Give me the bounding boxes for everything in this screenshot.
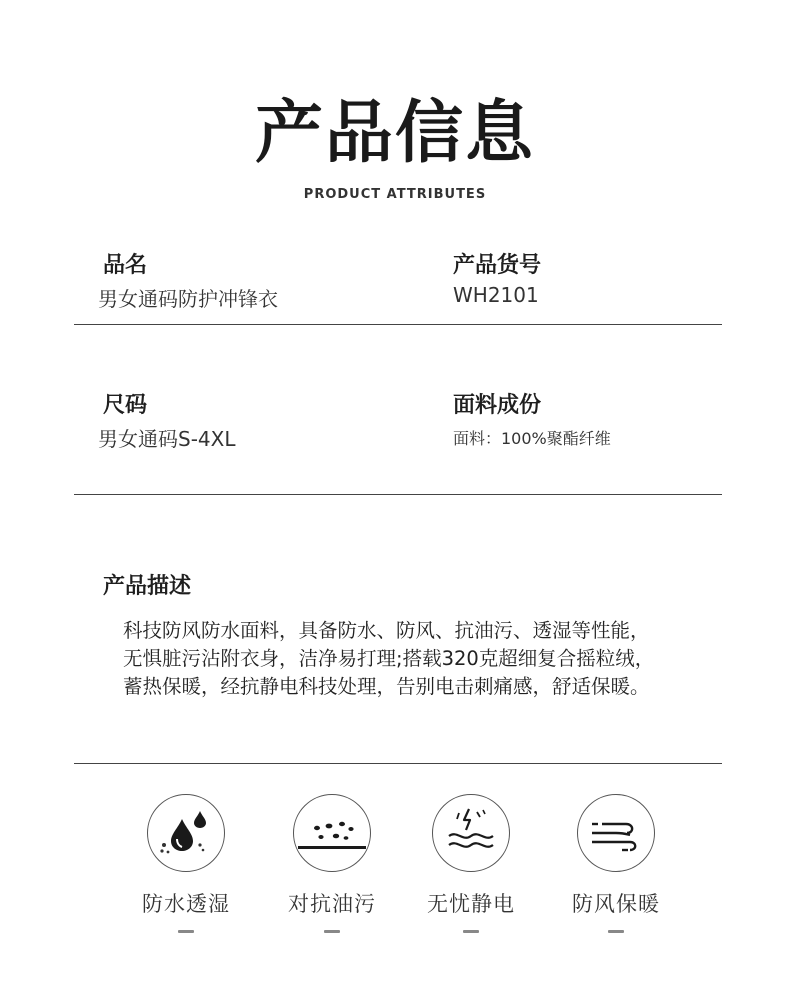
- description-text: [123, 617, 723, 701]
- dash-marker: [178, 930, 194, 933]
- size-label: 尺码: [103, 393, 148, 418]
- feature-label: 防水透湿: [142, 892, 230, 916]
- description-line: 蓄热保暖，经抗静电科技处理，告别电击刺痛感，舒适保暖。: [123, 675, 650, 698]
- description-title: 产品描述: [103, 574, 192, 599]
- static-lightning-icon: [432, 794, 510, 872]
- divider: [74, 494, 722, 495]
- page-title: 产品信息: [254, 94, 535, 173]
- divider: [74, 763, 722, 764]
- description-line: 科技防风防水面料，具备防水、防风、抗油污、透湿等性能，: [123, 619, 650, 642]
- feature-oil-resistant: [262, 794, 402, 933]
- description-line: 无惧脏污沾附衣身，洁净易打理;搭载320克超细复合摇粒绒，: [123, 647, 655, 670]
- product-name-value: 男女通码防护冲锋衣: [98, 287, 278, 311]
- page-subtitle: PRODUCT ATTRIBUTES: [303, 187, 487, 202]
- feature-waterproof: [116, 794, 256, 933]
- dash-marker: [463, 930, 479, 933]
- feature-windproof: [546, 794, 686, 933]
- feature-label: 防风保暖: [572, 892, 660, 916]
- product-code-label: 产品货号: [453, 253, 542, 278]
- size-value: 男女通码S-4XL: [98, 427, 236, 451]
- fabric-value: 面料：100%聚酯纤维: [453, 429, 611, 448]
- dash-marker: [324, 930, 340, 933]
- fabric-label: 面料成份: [453, 393, 542, 418]
- divider: [74, 324, 722, 325]
- feature-anti-static: [401, 794, 541, 933]
- wind-icon: [577, 794, 655, 872]
- product-name-label: 品名: [103, 253, 148, 278]
- water-drops-icon: [147, 794, 225, 872]
- oil-stain-icon: [293, 794, 371, 872]
- feature-label: 对抗油污: [288, 892, 376, 916]
- dash-marker: [608, 930, 624, 933]
- feature-label: 无忧静电: [427, 892, 515, 916]
- product-code-value: WH2101: [453, 283, 539, 307]
